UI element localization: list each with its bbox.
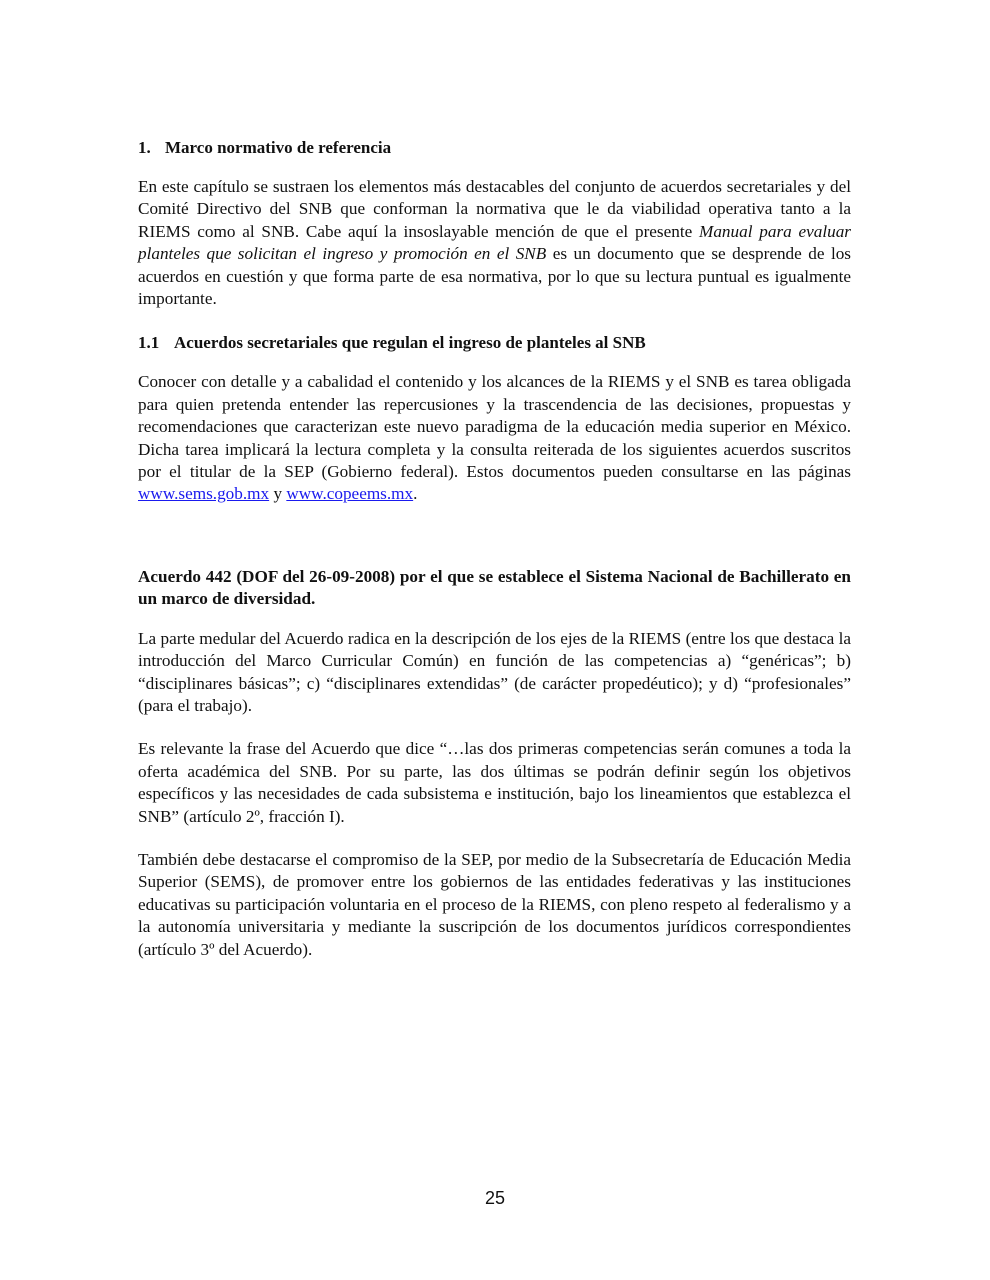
spacer xyxy=(138,506,851,566)
subsection-number: 1.1 xyxy=(138,333,160,353)
subsection-title: Acuerdos secretariales que regulan el ingreso de planteles al SNB xyxy=(174,333,646,353)
acuerdos-text: Conocer con detalle y a cabalidad el contenido y los alcances de la RIEMS y el SNB es tarea obligada para quien pretenda entender las repercusiones y la trascendencia de las decisiones, propuestas y recomendaciones que caracterizan este nuevo paradigma de la educación media superior en México. Dicha tarea implicará la lectura completa y la consulta reiterada de los siguientes acuerdos suscritos por el titular de la SEP (Gobierno federal). Estos documentos pueden consultarse en las páginas xyxy=(138,372,851,482)
acuerdos-text-end: . xyxy=(413,484,418,504)
page-number: 25 xyxy=(484,1188,506,1208)
manual-title-italic: Manual para evaluar planteles que solicitan el ingreso y promoción en el SNB xyxy=(138,221,851,264)
section-number: 1. xyxy=(138,138,151,157)
competencias-paragraph: La parte medular del Acuerdo radica en la descripción de los ejes de la RIEMS (entre los que destaca la introducción del Marco Curricular Común) en función de las competencias a) “genéricas”; b) “disciplinares básicas”; c) “disciplinares extendidas” (de carácter propedéutico); y d) “profesionales” (para el trabajo). xyxy=(138,628,851,715)
sep-commitment-paragraph: También debe destacarse el compromiso de la SEP, por medio de la Subsecretaría de Educación Media Superior (SEMS), de promover entre los gobiernos de las entidades federativas y las instituciones educativas su participación voluntaria en el proceso de la RIEMS, con pleno respeto al federalismo y a la autonomía universitaria y mediante la suscripción de los documentos jurídicos correspondientes (artículo 3º del Acuerdo). xyxy=(138,849,851,959)
link-separator: y xyxy=(269,484,287,504)
intro-paragraph xyxy=(138,176,851,310)
quote-paragraph: Es relevante la frase del Acuerdo que dice “…las dos primeras competencias serán comunes a toda la oferta académica del SNB. Por su parte, las dos últimas se podrán definir según los objetivos específicos y las necesidades de cada subsistema e institución, bajo los lineamientos que establezca el SNB” (artículo 2º, fracción I). xyxy=(138,739,851,826)
document-page xyxy=(138,136,851,982)
intro-text-end: es un documento que se desprende de los acuerdos en cuestión y que forma parte de esa normativa, por lo que su lectura puntual es igualmente importante. xyxy=(138,244,852,309)
section-title: Marco normativo de referencia xyxy=(165,138,392,157)
section-heading xyxy=(138,136,851,160)
acuerdo-442-heading: Acuerdo 442 (DOF del 26-09-2008) por el que se establece el Sistema Nacional de Bachillerato en un marco de diversidad. xyxy=(138,566,851,609)
intro-text-start: En este capítulo se sustraen los elementos más destacables del conjunto de acuerdos secretariales y del Comité Directivo del SNB que conforman la normativa que le da viabilidad operativa tanto a la RIEMS como al SNB. Cabe aquí la insoslayable mención de que el presente xyxy=(138,177,851,241)
sems-link[interactable]: www.sems.gob.mx xyxy=(138,484,270,504)
copeems-link[interactable]: www.copeems.mx xyxy=(286,484,414,504)
acuerdos-paragraph xyxy=(138,371,851,505)
subsection-heading xyxy=(138,331,851,355)
